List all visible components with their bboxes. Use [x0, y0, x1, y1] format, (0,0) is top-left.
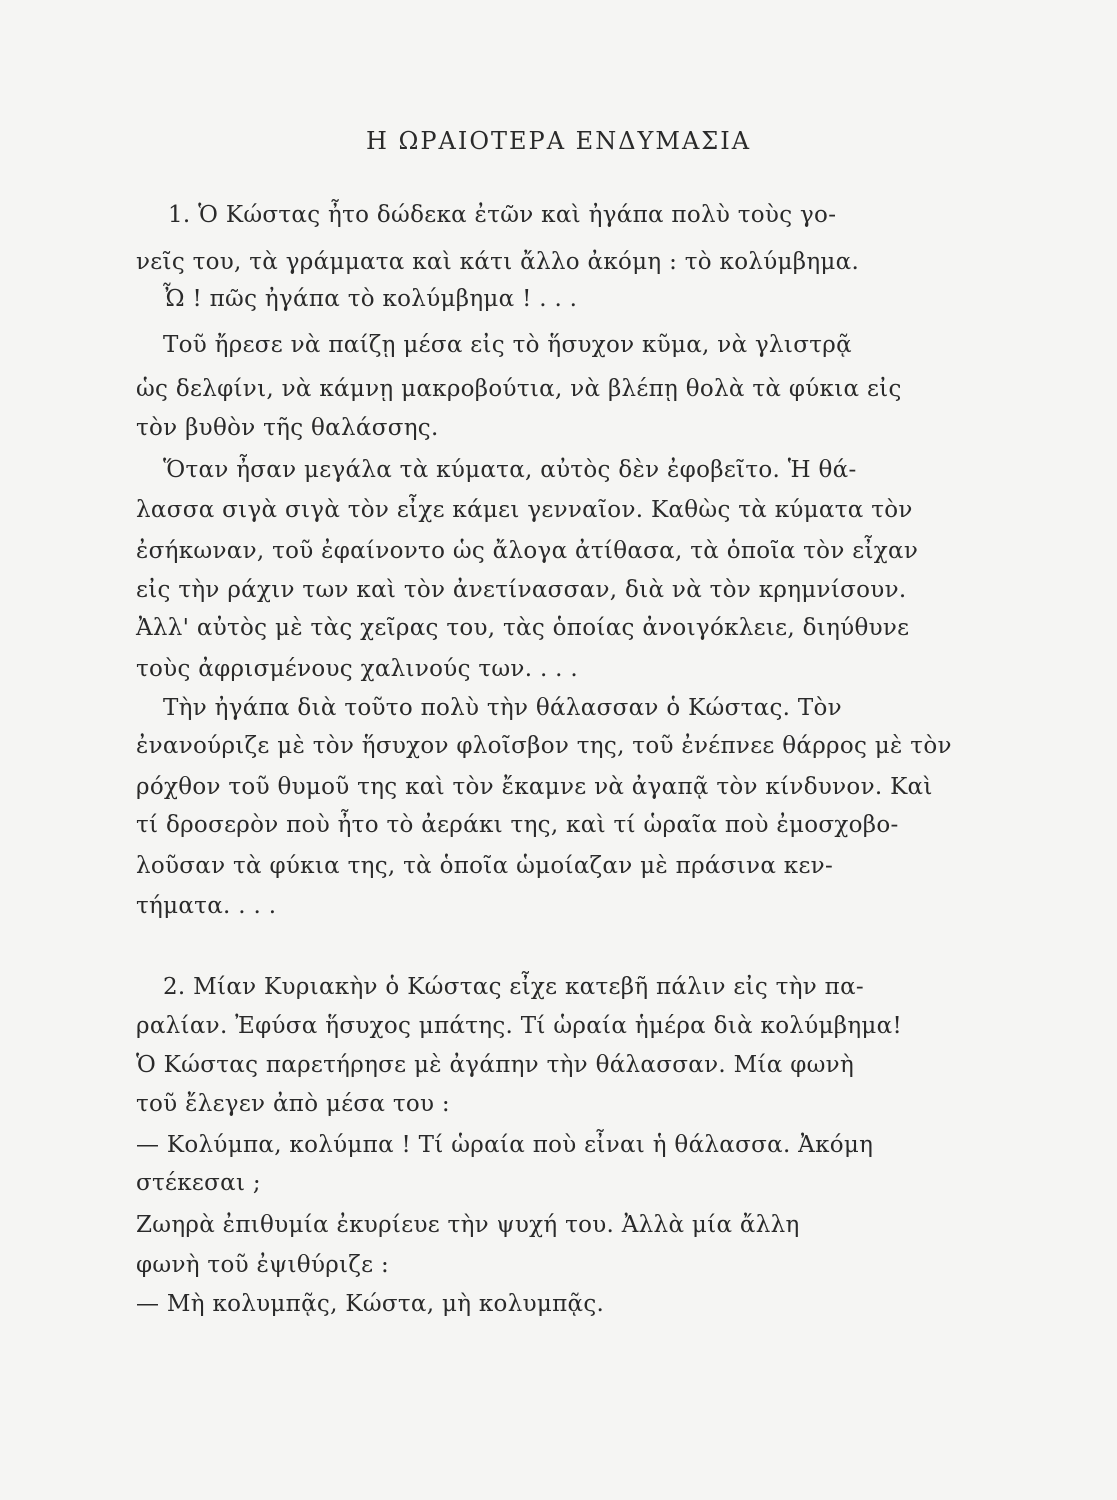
text-line: 2. Μίαν Κυριακὴν ὁ Κώστας εἶχε κατεβῆ πάλιν εἰς τὴν πα-: [163, 974, 864, 1000]
text-line: Ἀλλ' αὐτὸς μὲ τὰς χεῖρας του, τὰς ὁποίας ἀνοιγόκλειε, διηύθυνε: [136, 615, 910, 641]
text-line: φωνὴ τοῦ ἐψιθύριζε :: [136, 1252, 390, 1278]
text-line: — Μὴ κολυμπᾷς, Κώστα, μὴ κολυμπᾷς.: [136, 1291, 605, 1317]
chapter-title: Η ΩΡΑΙΟΤΕΡΑ ΕΝΔΥΜΑΣΙΑ: [365, 127, 752, 155]
text-line: τὸν βυθὸν τῆς θαλάσσης.: [136, 415, 439, 441]
text-line: — Κολύμπα, κολύμπα ! Τί ὡραία ποὺ εἶναι ἡ θάλασσα. Ἀκόμη: [136, 1132, 874, 1158]
text-line: τοὺς ἀφρισμένους χαλινούς των. . . .: [136, 656, 578, 682]
text-line: ραλίαν. Ἐφύσα ἥσυχος μπάτης. Τί ὡραία ἡμέρα διὰ κολύμβημα!: [136, 1013, 903, 1039]
text-line: νεῖς του, τὰ γράμματα καὶ κάτι ἄλλο ἀκόμη : τὸ κολύμβημα.: [136, 249, 860, 275]
text-line: τοῦ ἔλεγεν ἀπὸ μέσα του :: [136, 1091, 450, 1117]
text-line: τήματα. . . .: [136, 893, 277, 919]
text-line: ἐσήκωναν, τοῦ ἐφαίνοντο ὡς ἄλογα ἀτίθασα, τὰ ὁποῖα τὸν εἶχαν: [136, 538, 919, 564]
text-line: ὡς δελφίνι, νὰ κάμνῃ μακροβούτια, νὰ βλέπῃ θολὰ τὰ φύκια εἰς: [136, 376, 902, 402]
text-line: Τὴν ἠγάπα διὰ τοῦτο πολὺ τὴν θάλασσαν ὁ Κώστας. Τὸν: [163, 695, 842, 721]
text-line: λοῦσαν τὰ φύκια της, τὰ ὁποῖα ὡμοίαζαν μὲ πράσινα κεν-: [136, 853, 834, 879]
text-line: ἐνανούριζε μὲ τὸν ἥσυχον φλοῖσβον της, τοῦ ἐνέπνεε θάρρος μὲ τὸν: [136, 733, 952, 759]
text-line: ρόχθον τοῦ θυμοῦ της καὶ τὸν ἔκαμνε νὰ ἀγαπᾷ τὸν κίνδυνον. Καὶ: [136, 774, 933, 800]
text-line: Ζωηρὰ ἐπιθυμία ἐκυρίευε τὴν ψυχή του. Ἀλλὰ μία ἄλλη: [136, 1212, 800, 1238]
text-line: τί δροσερὸν ποὺ ἦτο τὸ ἀεράκι της, καὶ τί ὡραῖα ποὺ ἐμοσχοβο-: [136, 812, 899, 838]
text-line: Τοῦ ἤρεσε νὰ παίζῃ μέσα εἰς τὸ ἥσυχον κῦμα, νὰ γλιστρᾷ: [163, 332, 852, 358]
text-line: Ὦ ! πῶς ἠγάπα τὸ κολύμβημα ! . . .: [163, 286, 578, 312]
text-line: εἰς τὴν ράχιν των καὶ τὸν ἀνετίνασσαν, διὰ νὰ τὸν κρημνίσουν.: [136, 577, 907, 603]
text-line: λασσα σιγὰ σιγὰ τὸν εἶχε κάμει γενναῖον. Καθὼς τὰ κύματα τὸν: [136, 497, 913, 523]
text-line: Ὁ Κώστας παρετήρησε μὲ ἀγάπην τὴν θάλασσαν. Μία φωνὴ: [136, 1052, 855, 1078]
text-line: στέκεσαι ;: [136, 1170, 261, 1196]
text-line: 1. Ὁ Κώστας ἦτο δώδεκα ἐτῶν καὶ ἠγάπα πολὺ τοὺς γο-: [168, 202, 837, 228]
text-line: Ὅταν ἦσαν μεγάλα τὰ κύματα, αὐτὸς δὲν ἐφοβεῖτο. Ἡ θά-: [163, 457, 857, 483]
